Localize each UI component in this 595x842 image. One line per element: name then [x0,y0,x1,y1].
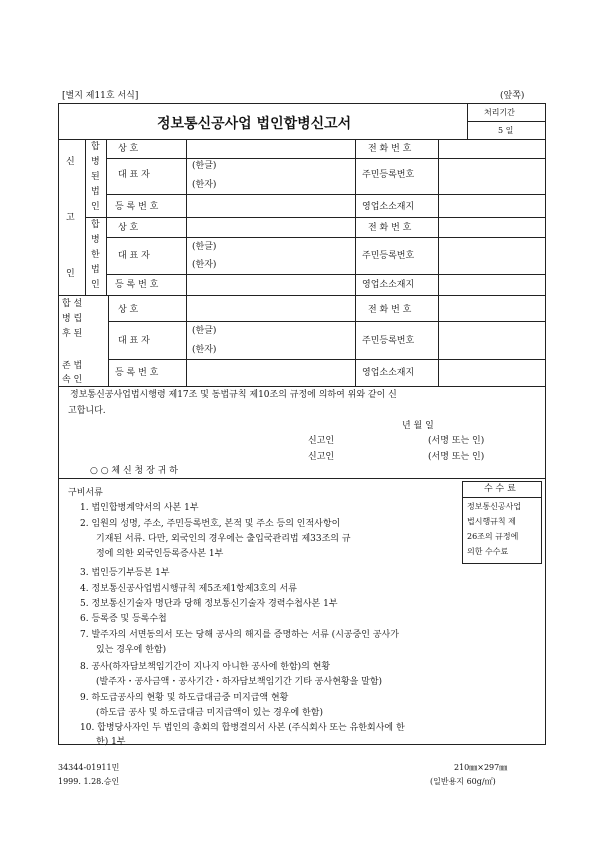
after-merge-label-3: 후 된 [62,329,83,339]
fee-line-2: 법시행규칙 제 [467,517,516,526]
fee-line-4: 의한 수수료 [467,547,509,556]
footer-approval: 1999. 1.28.승인 [58,777,120,786]
fee-line-1: 정보통신공사업 [467,502,522,511]
surviving-char-2: 병 [91,235,100,245]
statement-line-2: 고합니다. [68,406,106,416]
document-item-7b: 있는 경우에 한함) [96,645,167,655]
sign-label-1: (서명 또는 인) [428,436,485,446]
sign-label-2: (서명 또는 인) [428,452,485,462]
document-item-10b: 한) 1부 [96,737,126,747]
phone-label-1: 전 화 번 호 [368,144,412,154]
after-merge-label-5: 속 인 [62,375,83,385]
document-item-8: 8. 공사(하자담보책임기간이 지나지 아니한 공사에 한함)의 현황 [80,662,331,672]
reg-number-label-2: 등 록 번 호 [115,280,159,290]
after-merge-label-1: 합 설 [62,299,83,309]
document-item-5: 5. 정보통신기술자 명단과 당해 정보통신기술자 경력수첩사본 1부 [80,599,338,609]
hanja-label-3: (한자) [192,345,217,355]
korean-label-2: (한글) [192,242,217,252]
phone-label-2: 전 화 번 호 [368,223,412,233]
fee-label: 수 수 료 [484,484,516,494]
statement-date: 년 월 일 [402,421,434,431]
document-item-2c: 정에 의한 외국인등록증사본 1부 [96,549,224,559]
trade-name-label-1: 상 호 [118,144,139,154]
surviving-char-3: 한 [91,250,100,260]
office-address-label-3: 영업소소재지 [362,368,415,378]
resident-number-label-1: 주민등록번호 [362,170,415,180]
merging-char-4: 법 [91,187,100,197]
applicant-char-3: 인 [66,269,75,279]
surviving-char-1: 합 [91,220,100,230]
representative-label-1: 대 표 자 [118,170,150,180]
merging-char-1: 합 [91,142,100,152]
representative-label-3: 대 표 자 [118,336,150,346]
statement-line-1: 정보통신공사업법시행령 제17조 및 동법규칙 제10조의 규정에 의하여 위와 같이 신 [70,390,397,400]
processing-label: 처리기간 [484,108,515,117]
document-item-1: 1. 법인합병계약서의 사본 1부 [80,503,199,513]
merging-char-3: 된 [91,172,100,182]
merging-char-5: 인 [91,202,100,212]
reg-number-label-1: 등 록 번 호 [115,202,159,212]
applicant-label-1: 신고인 [308,436,335,446]
korean-label-3: (한글) [192,326,217,336]
applicant-char-2: 고 [66,213,75,223]
surviving-char-4: 법 [91,265,100,275]
document-item-7: 7. 발주자의 서면동의서 또는 당해 공사의 해지를 증명하는 서류 (시공중인 공사가 [80,630,399,640]
page-side: (앞쪽) [500,91,525,101]
footer-code: 34344-01911민 [58,763,120,772]
trade-name-label-3: 상 호 [118,305,139,315]
footer-size: 210㎜×297㎜ [454,763,508,772]
document-item-9b: (하도급 공사 및 하도급대금 미지급액이 있는 경우에 한함) [96,708,324,718]
page-title: 정보통신공사업 법인합병신고서 [157,116,352,132]
applicant-char-1: 신 [66,157,75,167]
surviving-char-5: 인 [91,280,100,290]
korean-label-1: (한글) [192,161,217,171]
hanja-label-2: (한자) [192,260,217,270]
phone-label-3: 전 화 번 호 [368,305,412,315]
representative-label-2: 대 표 자 [118,251,150,261]
resident-number-label-3: 주민등록번호 [362,336,415,346]
processing-value: 5 일 [498,126,514,135]
document-item-6: 6. 등록증 및 등록수첩 [80,614,167,624]
trade-name-label-2: 상 호 [118,223,139,233]
hanja-label-1: (한자) [192,180,217,190]
after-merge-label-4: 존 법 [62,361,83,371]
merging-char-2: 병 [91,157,100,167]
document-item-2b: 기재된 서류. 다만, 외국인의 경우에는 출입국관리법 제33조의 규 [96,534,351,544]
after-merge-label-2: 병 립 [62,314,83,324]
footer-paper: (일반용지 60g/㎡) [430,777,496,786]
resident-number-label-2: 주민등록번호 [362,251,415,261]
office-address-label-2: 영업소소재지 [362,280,415,290]
recipient: ○ ○ 체 신 청 장 귀 하 [90,466,178,476]
document-item-9: 9. 하도급공사의 현황 및 하도급대금중 미지급액 현황 [80,693,289,703]
document-item-10: 10. 합병당사자인 두 법인의 총회의 합병결의서 사본 (주식회사 또는 유한회사에 한 [80,723,405,733]
office-address-label-1: 영업소소재지 [362,202,415,212]
document-item-8b: (발주자・공사금액・공사기간・하자담보책임기간 기타 공사현황을 말함) [96,677,383,687]
reg-number-label-3: 등 록 번 호 [115,368,159,378]
fee-line-3: 26조의 규정에 [467,532,519,541]
document-item-3: 3. 법인등기부등본 1부 [80,568,170,578]
document-item-2: 2. 임원의 성명, 주소, 주민등록번호, 본적 및 주소 등의 인적사항이 [80,519,341,529]
document-item-4: 4. 정보통신공사업법시행규칙 제5조제1항제3호의 서류 [80,584,297,594]
form-number: [별지 제11호 서식] [62,91,139,101]
documents-heading: 구비서류 [68,488,103,498]
applicant-label-2: 신고인 [308,452,335,462]
